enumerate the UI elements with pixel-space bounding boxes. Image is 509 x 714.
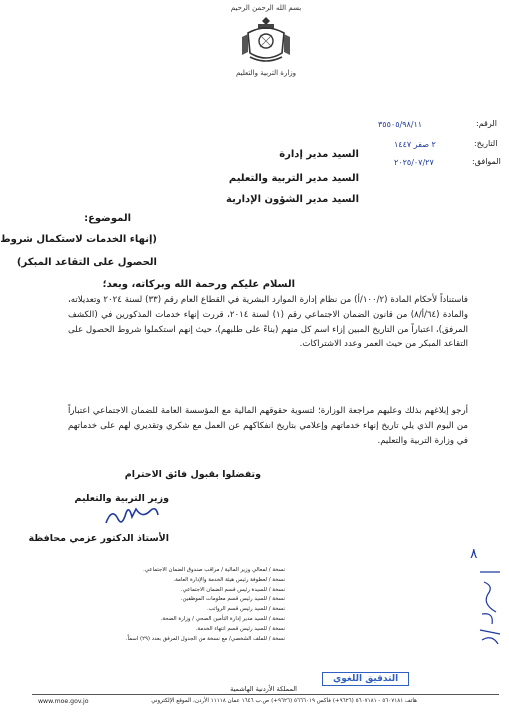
footer-website-link[interactable]: www.moe.gov.jo xyxy=(38,698,89,705)
hashemite-crest-icon xyxy=(238,13,294,65)
handwritten-margin-scribble-icon xyxy=(474,568,506,648)
signature-scribble-icon xyxy=(102,505,162,529)
signatory-title: وزير التربية والتعليم xyxy=(74,493,169,504)
hijri-date-label: التاريخ: xyxy=(474,139,498,148)
basmala-text: بسم الله الرحمن الرحيم xyxy=(230,4,302,12)
cc-item: نسخة / للسيد مدير إدارة التأمين الصحي / وزارة الصحة. xyxy=(160,615,285,622)
greeting-line: السلام عليكم ورحمة الله وبركاته، وبعد؛ xyxy=(102,279,295,290)
cc-item: نسخة / للسيد رئيس قسم انتهاء الخدمة. xyxy=(195,625,285,632)
ministry-name-header: وزارة التربية والتعليم xyxy=(235,69,297,77)
signatory-name: الأستاذ الدكتور عزمي محافظة xyxy=(28,533,169,544)
letterhead-crest xyxy=(227,4,305,80)
proofreading-stamp: التدقيق اللغوي xyxy=(322,672,409,686)
addressee-1: السيد مدير إدارة xyxy=(279,149,359,160)
handwritten-margin-number: ٨ xyxy=(470,546,478,562)
cc-list xyxy=(35,566,285,644)
body-paragraph-2: أرجو إبلاغهم بذلك وعليهم مراجعة الوزارة؛ لتسوية حقوقهم المالية مع المؤسسة العامة للضمان الاجتماعي اعتباراً من اليوم الذي يلي تاريخ إنهاء خدماتهم وإعلامي بتاريخ انفكاكهم عن العمل مع شكري وتقديري لهم على خدماتهم في وزارة التربية والتعليم. xyxy=(68,406,468,446)
gregorian-date-value: ٢٠٢٥/٠٧/٢٧ xyxy=(394,158,434,167)
cc-item: نسخة / للملف الشخصي/ مع نسخة من الجدول المرفق بعدد (٢٩) اسماً. xyxy=(125,635,285,642)
addressee-2: السيد مدير التربية والتعليم xyxy=(228,173,359,184)
footer-divider xyxy=(32,694,499,695)
addressee-3: السيد مدير الشؤون الإدارية xyxy=(226,194,359,205)
subject-line-2: الحصول على التقاعد المبكر) xyxy=(16,257,157,268)
subject-line-1: (إنهاء الخدمات لاستكمال شروط xyxy=(0,234,157,245)
body-paragraph-1: فاستناداً لأحكام المادة (١٠٠/٢/أ) من نظام إدارة الموارد البشرية في القطاع العام رقم (٣٣) لسنة ٢٠٢٤ وتعديلاته، والمادة (٦٤/أ/٨) من قانون الضمان الاجتماعي رقم (١) لسنة ٢٠١٤، قررت إنهاء خدمات المذكورين في (الكشف المرفق)، اعتباراً من التاريخ المبين إزاء اسم كل منهم (بناءً على طلبهم)، حيث إنهم استكملوا شروط الحصول على التقاعد المبكر من حيث العمر وعدد الاشتراكات. xyxy=(68,295,468,350)
hijri-date-value: ٢ صفر ١٤٤٧ xyxy=(394,140,436,149)
cc-item: نسخة / للسيد رئيس قسم معلومات الموظفين. xyxy=(180,596,285,603)
cc-item: نسخة / للسيدة رئيس قسم الضمان الاجتماعي. xyxy=(180,586,285,593)
cc-item: نسخة / لعطوفة رئيس هيئة الخدمة والإدارة العامة. xyxy=(173,576,285,583)
footer-contact: هاتف ٥٦٠٧١٨١ - ٥٦٠٧١٨١ (٩٦٢٦+) فاكس ٥٦٦٦٠١٩ (٩٦٢٦+) ص.ب ١٦٤٦ عمان ١١١١٨ الأردن، الموقع الإلكتروني xyxy=(151,698,417,704)
ref-number-value: ٣٥٥٠٥/٩٨/١١ xyxy=(378,120,423,129)
footer-country: المملكة الأردنية الهاشمية xyxy=(230,685,297,693)
closing-line: وتفضلوا بقبول فائق الاحترام xyxy=(124,469,261,480)
subject-label: الموضوع: xyxy=(84,213,131,224)
gregorian-date-label: الموافق: xyxy=(472,157,501,166)
cc-item: نسخة / لمعالي وزير المالية / مراقب صندوق الضمان الاجتماعي. xyxy=(143,567,285,573)
cc-item: نسخة / للسيد رئيس قسم الرواتب. xyxy=(206,606,285,613)
ref-number-label: الرقم: xyxy=(476,119,497,128)
